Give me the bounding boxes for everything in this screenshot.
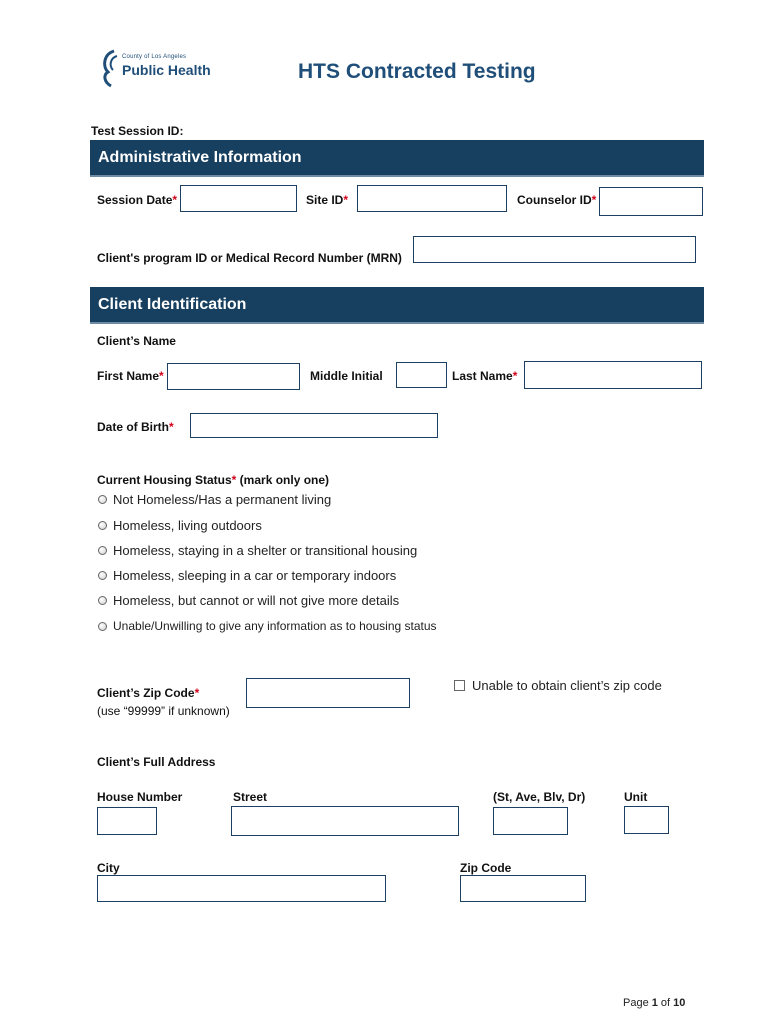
logo-main-text: Public Health <box>122 62 211 78</box>
page-number: Page 1 of 10 <box>623 997 686 1009</box>
radio-button-icon[interactable] <box>98 596 107 605</box>
radio-button-icon[interactable] <box>98 521 107 530</box>
housing-option-no-details[interactable]: Homeless, but cannot or will not give more details <box>98 593 399 608</box>
housing-status-label: Current Housing Status* (mark only one) <box>97 473 330 487</box>
program-id-field[interactable] <box>413 236 696 263</box>
dob-field[interactable] <box>190 413 438 438</box>
housing-option-car[interactable]: Homeless, sleeping in a car or temporary indoors <box>98 568 396 583</box>
full-address-label: Client’s Full Address <box>97 755 216 769</box>
required-marker: * <box>169 420 174 434</box>
radio-button-icon[interactable] <box>98 622 107 631</box>
zip-code-label: Client’s Zip Code* <box>97 686 200 700</box>
middle-initial-label: Middle Initial <box>310 369 383 383</box>
client-section-title: Client Identification <box>98 295 247 313</box>
required-marker: * <box>343 193 349 207</box>
session-date-field[interactable] <box>180 185 297 212</box>
housing-option-unable[interactable]: Unable/Unwilling to give any information as to housing status <box>98 619 437 633</box>
admin-section-title: Administrative Information <box>98 148 302 166</box>
radio-button-icon[interactable] <box>98 546 107 555</box>
housing-option-not-homeless[interactable]: Not Homeless/Has a permanent living <box>98 492 331 507</box>
last-name-field[interactable] <box>524 361 702 389</box>
county-logo <box>100 48 210 88</box>
site-id-label: Site ID* <box>306 193 349 207</box>
document-title: HTS Contracted Testing <box>298 60 536 83</box>
logo-top-text: County of Los Angeles <box>122 54 187 60</box>
zip-code-field[interactable] <box>246 678 410 708</box>
test-session-id-label: Test Session ID: <box>91 124 184 138</box>
counselor-id-field[interactable] <box>599 187 703 216</box>
zip-code-hint: (use “99999” if unknown) <box>97 704 230 718</box>
unable-zip-checkbox-row[interactable]: Unable to obtain client’s zip code <box>454 678 662 693</box>
city-field[interactable] <box>97 875 386 902</box>
housing-option-shelter[interactable]: Homeless, staying in a shelter or transitional housing <box>98 543 417 558</box>
counselor-id-label: Counselor ID* <box>517 193 597 207</box>
address-zip-label: Zip Code <box>460 861 512 875</box>
first-name-field[interactable] <box>167 363 300 390</box>
required-marker: * <box>512 369 518 383</box>
street-field[interactable] <box>231 806 459 836</box>
admin-section-header <box>90 140 704 177</box>
city-label: City <box>97 861 120 875</box>
site-id-field[interactable] <box>357 185 507 212</box>
unit-field[interactable] <box>624 806 669 834</box>
address-zip-field[interactable] <box>460 875 586 902</box>
required-marker: * <box>159 369 164 383</box>
housing-option-outdoors[interactable]: Homeless, living outdoors <box>98 518 262 533</box>
required-marker: * <box>591 193 597 207</box>
client-name-label: Client’s Name <box>97 334 176 348</box>
client-section-header <box>90 287 704 324</box>
unit-label: Unit <box>624 790 648 804</box>
public-health-logo-icon <box>100 48 122 88</box>
session-date-label: Session Date* <box>97 193 178 207</box>
required-marker: * <box>231 473 237 487</box>
street-type-label: (St, Ave, Blv, Dr) <box>493 790 586 804</box>
required-marker: * <box>172 193 178 207</box>
street-label: Street <box>233 790 268 804</box>
middle-initial-field[interactable] <box>396 362 447 388</box>
first-name-label: First Name* <box>97 369 164 383</box>
house-number-label: House Number <box>97 790 183 804</box>
program-id-label: Client's program ID or Medical Record Number (MRN) <box>97 251 402 265</box>
dob-label: Date of Birth* <box>97 420 174 434</box>
street-type-field[interactable] <box>493 807 568 835</box>
last-name-label: Last Name* <box>452 369 518 383</box>
radio-button-icon[interactable] <box>98 571 107 580</box>
checkbox-icon[interactable] <box>454 680 465 691</box>
house-number-field[interactable] <box>97 807 157 835</box>
radio-button-icon[interactable] <box>98 495 107 504</box>
required-marker: * <box>194 686 200 700</box>
